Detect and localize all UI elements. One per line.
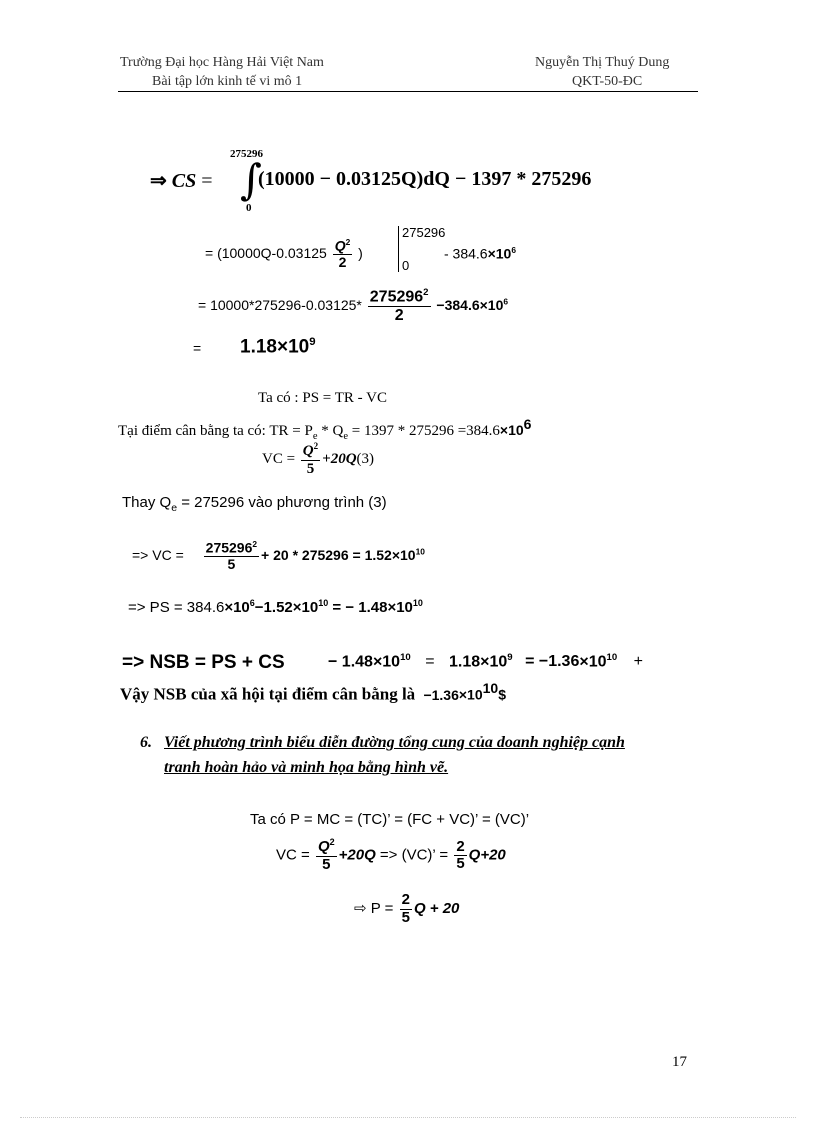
cs-line3-tail: −384.6 — [436, 296, 480, 313]
fraction-q2-over-5 — [316, 838, 337, 873]
conclusion-text: Vậy NSB của xã hội tại điểm cân bằng là — [120, 684, 416, 704]
header-class: QKT-50-ĐC — [572, 74, 643, 89]
times-ten: ×10 — [487, 245, 512, 262]
eval-lower: 0 — [402, 258, 410, 273]
frac-exp: 2 — [345, 237, 351, 247]
cs-line2-tail-text: - 384.6 — [444, 245, 488, 262]
exp-6: 6 — [511, 245, 517, 255]
thay-text-b: = 275296 vào phương trình (3) — [177, 494, 387, 511]
supply-line-2 — [276, 838, 506, 873]
frac-den: 5 — [322, 855, 331, 873]
exp-9: 9 — [507, 652, 513, 663]
frac-den: 5 — [306, 460, 315, 477]
times-ten: ×10 — [458, 686, 483, 703]
supply-mc-tail: Q+20 — [468, 846, 506, 864]
cs-symbol: CS — [171, 170, 197, 192]
exp-10: 10 — [482, 680, 499, 696]
supply-vc-label: VC = — [276, 846, 310, 864]
plus-sign: + — [633, 653, 643, 671]
close-paren: ) — [358, 244, 363, 261]
cs-line3-prefix: = 10000*275296-0.03125* — [198, 296, 362, 313]
frac-num: 2 — [456, 837, 465, 855]
frac-num: Q — [317, 838, 330, 855]
tr-text-c: = 1397 * 275296 =384.6 — [348, 423, 500, 439]
sub-e: e — [312, 431, 318, 442]
evaluation-bar — [398, 226, 399, 272]
nsb-result: = −1.36 — [525, 653, 580, 671]
exp-10: 10 — [318, 598, 329, 608]
section-6-title-line1: Viết phương trình biểu diễn đường tổng cung của doanh nghiệp cạnh — [164, 734, 625, 751]
frac-den: 5 — [227, 556, 236, 573]
sub-e: e — [171, 502, 178, 514]
frac-exp: 2 — [252, 539, 258, 549]
supply-p-label: P = — [366, 899, 394, 917]
vc-label: VC = — [262, 450, 296, 467]
times-ten: ×10 — [480, 653, 508, 671]
nsb-cs-value: 1.18 — [449, 653, 481, 671]
fraction-q2-over-5 — [301, 442, 320, 477]
exp-10: 10 — [606, 652, 618, 663]
cs-line-2 — [205, 238, 363, 270]
times-ten: ×10 — [499, 422, 524, 438]
fraction-2-over-5 — [400, 892, 412, 926]
exp-6: 6 — [503, 296, 509, 307]
ps-mid: −1.52 — [254, 599, 293, 616]
exp-10: 10 — [415, 546, 425, 557]
equation-ref: (3) — [356, 450, 375, 467]
integral-upper-limit: 275296 — [230, 148, 263, 160]
supply-line-3 — [354, 892, 459, 926]
supply-vc-tail: +20Q — [338, 846, 376, 864]
tr-text-a: Tại điểm cân bằng ta có: TR = P — [118, 423, 313, 439]
header-school: Trường Đại học Hàng Hải Việt Nam — [120, 55, 324, 70]
right-arrow-icon: ⇨ — [354, 899, 367, 917]
equals-sign: = — [425, 653, 435, 671]
ps-definition: Ta có : PS = TR - VC — [258, 390, 387, 406]
vc2-label: => VC = — [132, 546, 184, 563]
implies-arrow: ⇒ — [150, 170, 167, 192]
thay-text-a: Thay Q — [122, 494, 172, 511]
frac-den: 2 — [394, 306, 404, 324]
times-ten: ×10 — [387, 599, 413, 616]
integral-sign: ∫ — [240, 155, 262, 204]
exp-9: 9 — [309, 336, 316, 348]
frac-den: 5 — [401, 908, 410, 926]
cs-line2-prefix: = (10000Q-0.03125 — [205, 244, 327, 261]
cs-line2-tail — [444, 245, 516, 262]
fraction-q2-over-2 — [333, 238, 353, 270]
frac-num: 275296 — [369, 288, 424, 306]
exp-6: 6 — [249, 598, 255, 608]
ps-result: = − 1.48 — [328, 599, 388, 616]
vc-equation — [262, 442, 374, 477]
tr-text-b: * Q — [317, 423, 344, 439]
currency-symbol: $ — [498, 686, 506, 703]
cs-result-value: 1.18 — [240, 336, 277, 358]
header-author: Nguyễn Thị Thuý Dung — [535, 55, 670, 70]
frac-exp: 2 — [423, 287, 429, 298]
page-number: 17 — [672, 1054, 687, 1070]
frac-exp: 2 — [313, 441, 319, 451]
fraction-275296sq-over-5 — [204, 540, 259, 572]
section-6-number: 6. — [140, 734, 152, 751]
times-ten: ×10 — [579, 653, 607, 671]
exp-10: 10 — [412, 598, 423, 608]
vc-value-line — [132, 540, 425, 572]
times-ten: ×10 — [292, 599, 319, 616]
header-rule — [118, 91, 698, 92]
nsb-label: => NSB = PS + CS — [122, 652, 285, 673]
supply-curve-tail: Q + 20 — [413, 899, 460, 917]
times-ten: ×10 — [276, 336, 310, 358]
frac-exp: 2 — [329, 837, 335, 847]
nsb-values — [328, 652, 643, 671]
page-bottom-edge — [20, 1117, 796, 1118]
ps-value-line — [128, 598, 423, 616]
frac-num: 2 — [401, 891, 410, 908]
cs-line-3 — [198, 288, 508, 325]
times-ten: ×10 — [391, 546, 416, 563]
cs-result — [240, 336, 316, 358]
integral-lower-limit: 0 — [246, 202, 252, 214]
vc2-tail: + 20 * 275296 = 1.52 — [261, 546, 392, 563]
conclusion-value: −1.36 — [423, 686, 459, 703]
frac-den: 2 — [338, 254, 347, 271]
times-ten: ×10 — [479, 296, 504, 313]
header-course: Bài tập lớn kinh tế vi mô 1 — [152, 74, 303, 89]
supply-line-1: Ta có P = MC = (TC)’ = (FC + VC)’ = (VC)’ — [250, 811, 530, 828]
nsb-conclusion — [120, 680, 506, 705]
supply-derivative: => (VC)’ = — [375, 846, 449, 864]
substitute-line — [122, 494, 387, 514]
equilibrium-tr — [118, 416, 531, 442]
frac-den: 5 — [456, 855, 465, 872]
section-6-title-line2: tranh hoàn hảo và minh họa bằng hình vẽ. — [164, 759, 449, 776]
times-ten: ×10 — [372, 653, 401, 671]
cs-integrand: (10000 − 0.03125Q)dQ − 1397 * 275296 — [258, 168, 592, 190]
exp-6: 6 — [523, 416, 532, 432]
exp-10: 10 — [400, 652, 411, 663]
frac-num: Q — [334, 237, 346, 254]
fraction-2-over-5 — [454, 839, 466, 873]
equals-sign: = — [201, 170, 213, 192]
cs-equation — [150, 168, 213, 193]
fraction-275296sq-over-2 — [368, 288, 431, 325]
times-ten: ×10 — [224, 599, 250, 616]
nsb-ps-value: − 1.48 — [328, 653, 373, 671]
ps-label: => PS = 384.6 — [128, 599, 225, 616]
sub-e: e — [343, 431, 348, 442]
eval-upper: 275296 — [402, 225, 446, 240]
frac-num: Q — [302, 443, 314, 459]
frac-num: 275296 — [205, 539, 253, 556]
vc-tail: +20Q — [322, 450, 357, 467]
cs-line4-eq: = — [193, 340, 202, 356]
